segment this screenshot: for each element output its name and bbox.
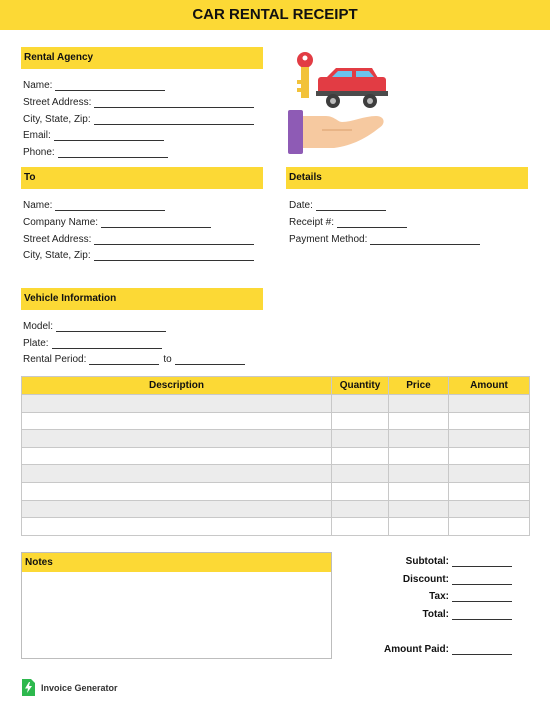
quantity-cell[interactable] (332, 447, 389, 465)
vehicle-header-label: Vehicle Information (24, 293, 117, 304)
rental-agency-header (21, 47, 263, 69)
to-company-field[interactable] (23, 217, 211, 228)
rental-agency-header-label: Rental Agency (24, 52, 94, 63)
discount-field[interactable] (403, 574, 512, 585)
amount-cell[interactable] (449, 500, 530, 518)
description-cell[interactable] (22, 500, 332, 518)
quantity-cell[interactable] (332, 430, 389, 448)
tax-label: Tax: (429, 591, 449, 602)
to-street-label: Street Address: (23, 234, 92, 245)
description-cell[interactable] (22, 447, 332, 465)
quantity-cell[interactable] (332, 395, 389, 413)
agency-phone-label: Phone: (23, 147, 55, 158)
price-cell[interactable] (389, 447, 449, 465)
description-cell[interactable] (22, 465, 332, 483)
details-date-field[interactable] (289, 200, 386, 211)
details-header-label: Details (289, 172, 322, 183)
tax-field[interactable] (429, 591, 512, 602)
to-company-label: Company Name: (23, 217, 99, 228)
details-payment-label: Payment Method: (289, 234, 368, 245)
title-bar (0, 0, 550, 30)
amount-paid-label: Amount Paid: (384, 644, 449, 655)
description-cell[interactable] (22, 395, 332, 413)
agency-email-field[interactable] (23, 130, 164, 141)
price-cell[interactable] (389, 500, 449, 518)
price-cell[interactable] (389, 465, 449, 483)
amount-cell[interactable] (449, 395, 530, 413)
price-cell[interactable] (389, 430, 449, 448)
to-name-field[interactable] (23, 200, 165, 211)
notes-box[interactable] (21, 552, 332, 659)
amount-cell[interactable] (449, 465, 530, 483)
to-name-label: Name: (23, 200, 53, 211)
details-payment-field[interactable] (289, 234, 480, 245)
details-date-label: Date: (289, 200, 313, 211)
vehicle-header (21, 288, 263, 310)
quantity-cell[interactable] (332, 465, 389, 483)
agency-phone-field[interactable] (23, 147, 168, 158)
details-header (286, 167, 528, 189)
amount-cell[interactable] (449, 447, 530, 465)
agency-name-field[interactable] (23, 80, 165, 91)
subtotal-label: Subtotal: (405, 556, 449, 567)
column-header-description: Description (22, 377, 332, 395)
amount-paid-field[interactable] (384, 644, 512, 655)
description-cell[interactable] (22, 430, 332, 448)
vehicle-model-field[interactable] (23, 321, 166, 332)
document-title: CAR RENTAL RECEIPT (192, 6, 358, 23)
table-row (22, 518, 530, 536)
table-row (22, 482, 530, 500)
total-label: Total: (422, 609, 449, 620)
description-cell[interactable] (22, 518, 332, 536)
table-row (22, 430, 530, 448)
hand-holding-car-key-icon (286, 50, 390, 156)
invoice-generator-logo-icon (22, 679, 35, 696)
amount-cell[interactable] (449, 482, 530, 500)
table-row (22, 412, 530, 430)
table-header-row (22, 377, 530, 395)
agency-name-label: Name: (23, 80, 53, 91)
to-street-field[interactable] (23, 234, 254, 245)
price-cell[interactable] (389, 412, 449, 430)
agency-city-field[interactable] (23, 114, 254, 125)
description-cell[interactable] (22, 482, 332, 500)
notes-header (22, 553, 331, 572)
quantity-cell[interactable] (332, 482, 389, 500)
amount-cell[interactable] (449, 430, 530, 448)
discount-label: Discount: (402, 574, 449, 585)
to-city-field[interactable] (23, 250, 254, 261)
table-row (22, 395, 530, 413)
price-cell[interactable] (389, 395, 449, 413)
vehicle-model-label: Model: (23, 321, 54, 332)
details-receipt-field[interactable] (289, 217, 407, 228)
total-field[interactable] (423, 609, 512, 620)
quantity-cell[interactable] (332, 518, 389, 536)
subtotal-field[interactable] (406, 556, 512, 567)
footer-brand (22, 679, 118, 696)
vehicle-plate-field[interactable] (23, 338, 162, 349)
agency-email-label: Email: (23, 130, 51, 141)
details-receipt-label: Receipt #: (289, 217, 335, 228)
amount-cell[interactable] (449, 518, 530, 536)
table-body (22, 395, 530, 536)
footer-brand-label: Invoice Generator (41, 682, 118, 693)
price-cell[interactable] (389, 482, 449, 500)
rental-period-to-label: to (163, 354, 172, 365)
to-header (21, 167, 263, 189)
table-row (22, 447, 530, 465)
amount-cell[interactable] (449, 412, 530, 430)
vehicle-rental-period-field[interactable] (23, 354, 245, 365)
column-header-quantity: Quantity (332, 377, 389, 395)
line-items-table (21, 376, 530, 536)
price-cell[interactable] (389, 518, 449, 536)
column-header-price: Price (389, 377, 449, 395)
to-header-label: To (24, 172, 36, 183)
notes-header-label: Notes (25, 557, 53, 568)
column-header-amount: Amount (449, 377, 530, 395)
agency-street-label: Street Address: (23, 97, 92, 108)
quantity-cell[interactable] (332, 412, 389, 430)
quantity-cell[interactable] (332, 500, 389, 518)
vehicle-plate-label: Plate: (23, 338, 49, 349)
agency-city-label: City, State, Zip: (23, 114, 91, 125)
description-cell[interactable] (22, 412, 332, 430)
agency-street-field[interactable] (23, 97, 254, 108)
table-row (22, 465, 530, 483)
to-city-label: City, State, Zip: (23, 250, 91, 261)
table-row (22, 500, 530, 518)
rental-period-label: Rental Period: (23, 354, 87, 365)
